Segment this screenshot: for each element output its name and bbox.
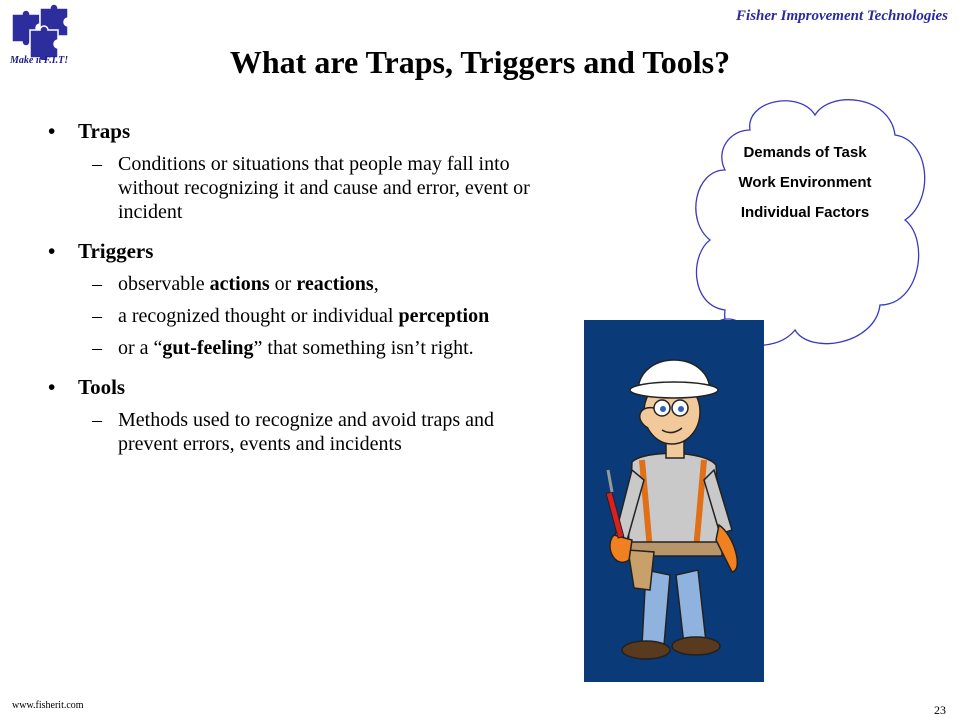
bullet-dot: • [48,239,56,263]
bullet-dot: • [48,375,56,399]
cloud-item: Individual Factors [740,204,870,221]
sub-item: – observable actions or reactions, [92,273,379,295]
sub-item: – or a “gut-feeling” that something isn’t right. [92,337,474,359]
bullet-tools [48,374,558,400]
sub-text: or a “ [118,337,163,359]
sub-emphasis: reactions [296,273,374,295]
footer-url: www.fisherit.com [12,700,84,711]
cloud-text [730,142,880,232]
bullet-traps [48,118,558,144]
sub-text: ” that something isn’t right. [253,337,474,359]
sub-text: , [373,273,379,295]
bullet-list [48,118,558,456]
sub-text: Methods used to recognize and avoid traps and prevent errors, events and incidents [118,409,495,455]
sub-emphasis: perception [398,305,490,327]
sub-text: Conditions or situations that people may fall into without recognizing it and cause and error, event or incident [118,153,530,223]
bullet-label: Tools [78,375,126,399]
logo-caption: Make it F.I.T! [10,55,69,66]
company-name: Fisher Improvement Technologies [736,8,948,24]
sub-emphasis: gut-feeling [162,337,254,359]
bullet-dot: • [48,119,56,143]
sub-text: a recognized thought or individual [118,305,399,327]
bullet-label: Traps [78,119,131,143]
sub-emphasis: actions [209,273,270,295]
cloud-item: Work Environment [738,174,872,191]
slide-title: What are Traps, Triggers and Tools? [229,44,731,80]
worker-icon [584,320,764,682]
sub-item: – Methods used to recognize and avoid traps and prevent errors, events and incidents [92,409,495,455]
bullet-label: Triggers [78,239,154,263]
sub-text: or [269,273,297,295]
sub-item: – a recognized thought or individual perception [92,305,490,327]
bullet-triggers [48,238,558,264]
cloud-item: Demands of Task [743,144,867,161]
worker-illustration [584,320,764,682]
sub-item: – Conditions or situations that people may fall into without recognizing it and cause and error, event or incident [92,153,530,223]
slide-number: 23 [934,703,946,717]
sub-text: observable [118,273,210,295]
